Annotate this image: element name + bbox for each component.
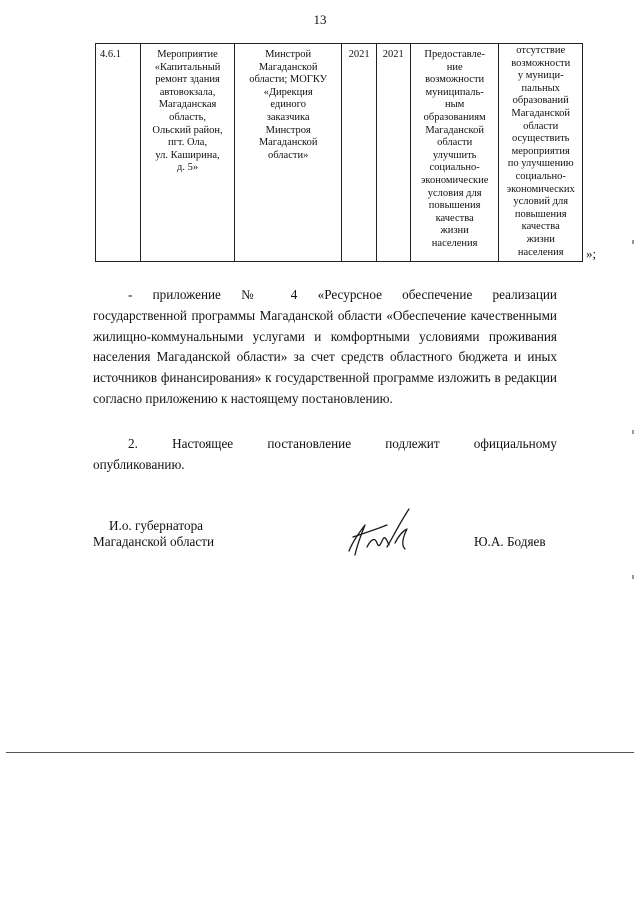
cell-line: возможности (425, 74, 485, 86)
cell-line: экономические (420, 174, 489, 186)
signatory-name: Ю.А. Бодяев (474, 534, 546, 549)
cell-executor (234, 44, 342, 262)
cell-line: социально- (429, 162, 480, 174)
cell-line: жизни (526, 233, 555, 245)
paragraph-publication-first-line: 2. Настоящее постановление подлежит официальному (128, 436, 557, 451)
signatory-title-line2: Магаданской области (93, 534, 215, 549)
signatory-title (93, 518, 214, 550)
cell-line: Магаданской (425, 124, 484, 136)
cell-line: «Дирекция (263, 86, 313, 98)
cell-line: по улучшению (507, 158, 574, 170)
cell-line: образованиям (423, 111, 486, 123)
cell-line: повышения (428, 200, 481, 212)
cell-line: пальных (521, 82, 560, 94)
cell-line: области (523, 120, 559, 132)
cell-line: область, (169, 111, 206, 123)
paragraph-annex-first-line: - приложение № 4 «Ресурсное обеспечение реализации (128, 287, 557, 302)
cell-line: пгт. Ола, (168, 137, 208, 149)
cell-line: заказчика (266, 111, 310, 123)
cell-number: 4.6.1 (96, 44, 141, 262)
cell-line: единого (270, 99, 306, 111)
cell-line: качества (521, 221, 560, 233)
cell-line: Ольский район, (152, 124, 223, 136)
paragraph-annex-rest: государственной программы Магаданской области «Обеспечение качественными жилищно-коммунальными услугами и комфортными условиями проживания населения Магаданской области» за счет средств областного бюджета и иных источников финансирования» к государственной программе изложить в редакции согласно приложению к настоящему постановлению. (93, 307, 557, 406)
cell-line: осуществить (511, 133, 570, 145)
scan-edge-mark (632, 575, 634, 579)
cell-line: качества (435, 212, 474, 224)
cell-line: области» (267, 149, 309, 161)
scan-edge-mark (632, 240, 634, 244)
cell-line: возможности (511, 57, 571, 69)
cell-line: социально- (515, 170, 566, 182)
paragraph-publication (93, 434, 557, 476)
cell-line: «Капитальный (154, 61, 221, 73)
table-closing-quote: »; (586, 246, 597, 261)
signatory-title-line1: И.о. губернатора (109, 518, 204, 533)
cell-line: у муници- (517, 70, 564, 82)
cell-year-end: 2021 (376, 44, 410, 262)
cell-year-start: 2021 (342, 44, 376, 262)
cell-line: улучшить (432, 149, 477, 161)
cell-result (410, 44, 499, 262)
cell-line: области; МОГКУ (249, 74, 328, 86)
cell-line: ние (446, 61, 463, 73)
cell-line: Магаданской (258, 137, 318, 149)
cell-line: ремонт здания (155, 74, 220, 86)
cell-line: области (437, 137, 473, 149)
cell-line: д. 5» (177, 162, 199, 174)
cell-line: отсутствие (516, 45, 566, 56)
scan-edge-mark (632, 430, 634, 434)
footer-divider (6, 752, 634, 753)
page-number: 13 (313, 12, 327, 27)
cell-line: условий для (513, 196, 569, 208)
cell-line: Предоставле- (424, 49, 485, 60)
paragraph-annex (93, 285, 557, 410)
cell-line: муниципаль- (425, 86, 484, 98)
cell-event (141, 44, 235, 262)
handwritten-signature (343, 503, 423, 563)
cell-line: Магаданской (511, 107, 571, 119)
cell-line: условия для (427, 187, 482, 199)
cell-line: ным (444, 99, 465, 111)
measures-table (95, 43, 583, 262)
cell-line: повышения (514, 208, 567, 220)
cell-line: экономических (506, 183, 575, 195)
cell-line: Мероприятие (157, 49, 218, 60)
cell-line: Минстроя (265, 124, 311, 136)
cell-line: Магаданской (258, 61, 318, 73)
cell-line: автовокзала, (159, 86, 216, 98)
paragraph-publication-rest: опубликованию. (93, 456, 185, 472)
cell-risk (499, 44, 583, 262)
table-row (96, 44, 583, 262)
cell-line: жизни (440, 225, 469, 237)
cell-line: Минстрой (265, 49, 312, 60)
cell-line: образований (512, 95, 569, 107)
cell-line: ул. Каширина, (155, 149, 220, 161)
cell-line: населения (517, 246, 564, 258)
cell-line: населения (431, 237, 478, 249)
cell-line: мероприятия (511, 145, 570, 157)
cell-line: Магаданская (158, 99, 217, 111)
